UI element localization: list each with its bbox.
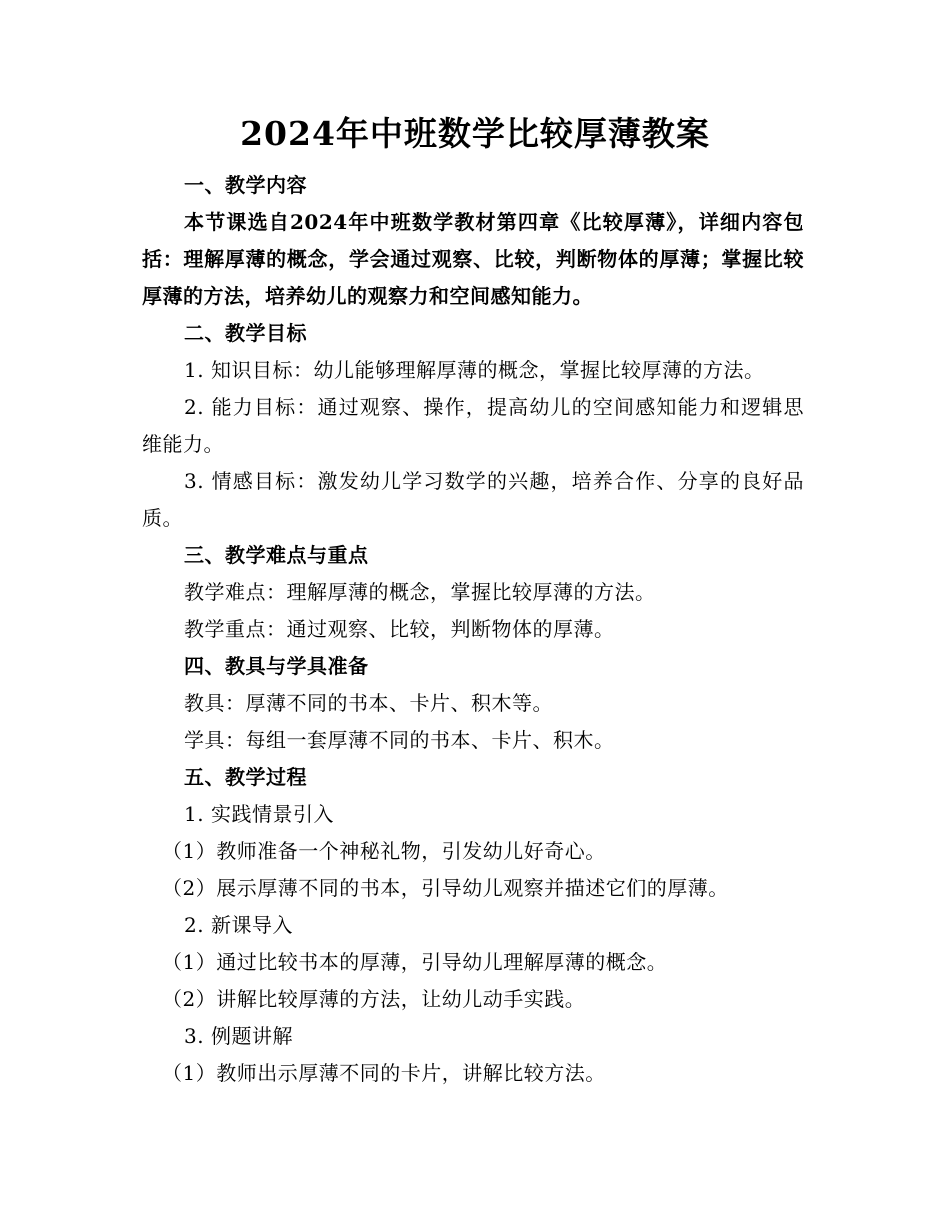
process-step: 2. 新课导入 (184, 913, 293, 937)
section-heading: 三、教学难点与重点 (184, 543, 369, 567)
section-heading: 一、教学内容 (184, 173, 307, 197)
process-substep: （1）教师准备一个神秘礼物，引发幼儿好奇心。 (162, 839, 606, 863)
process-substep: （2）展示厚薄不同的书本，引导幼儿观察并描述它们的厚薄。 (162, 876, 729, 900)
section-paragraph: 本节课选自2024年中班数学教材第四章《比较厚薄》，详细内容包括：理解厚薄的概念，学会通过观察、比较，判断物体的厚薄；掌握比较厚薄的方法，培养幼儿的观察力和空间感知能力。 (142, 210, 804, 308)
section-heading: 五、教学过程 (184, 765, 307, 789)
section-heading: 二、教学目标 (184, 321, 307, 345)
difficulty-text: 教学难点：理解厚薄的概念，掌握比较厚薄的方法。 (184, 580, 656, 604)
process-substep: （2）讲解比较厚薄的方法，让幼儿动手实践。 (162, 987, 586, 1011)
document-title: 2024年中班数学比较厚薄教案 (240, 114, 710, 153)
objective-item: 2. 能力目标：通过观察、操作，提高幼儿的空间感知能力和逻辑思维能力。 (142, 395, 804, 456)
section-heading: 四、教具与学具准备 (184, 654, 369, 678)
process-step: 1. 实践情景引入 (184, 802, 334, 826)
objective-item: 1. 知识目标：幼儿能够理解厚薄的概念，掌握比较厚薄的方法。 (184, 358, 765, 382)
teaching-aids-text: 教具：厚薄不同的书本、卡片、积木等。 (184, 691, 553, 715)
key-point-text: 教学重点：通过观察、比较，判断物体的厚薄。 (184, 617, 615, 641)
objective-item: 3. 情感目标：激发幼儿学习数学的兴趣，培养合作、分享的良好品质。 (142, 469, 804, 530)
process-substep: （1）教师出示厚薄不同的卡片，讲解比较方法。 (162, 1061, 606, 1085)
learning-aids-text: 学具：每组一套厚薄不同的书本、卡片、积木。 (184, 728, 615, 752)
document-body (142, 167, 804, 1092)
process-substep: （1）通过比较书本的厚薄，引导幼儿理解厚薄的概念。 (162, 950, 668, 974)
process-step: 3. 例题讲解 (184, 1024, 293, 1048)
